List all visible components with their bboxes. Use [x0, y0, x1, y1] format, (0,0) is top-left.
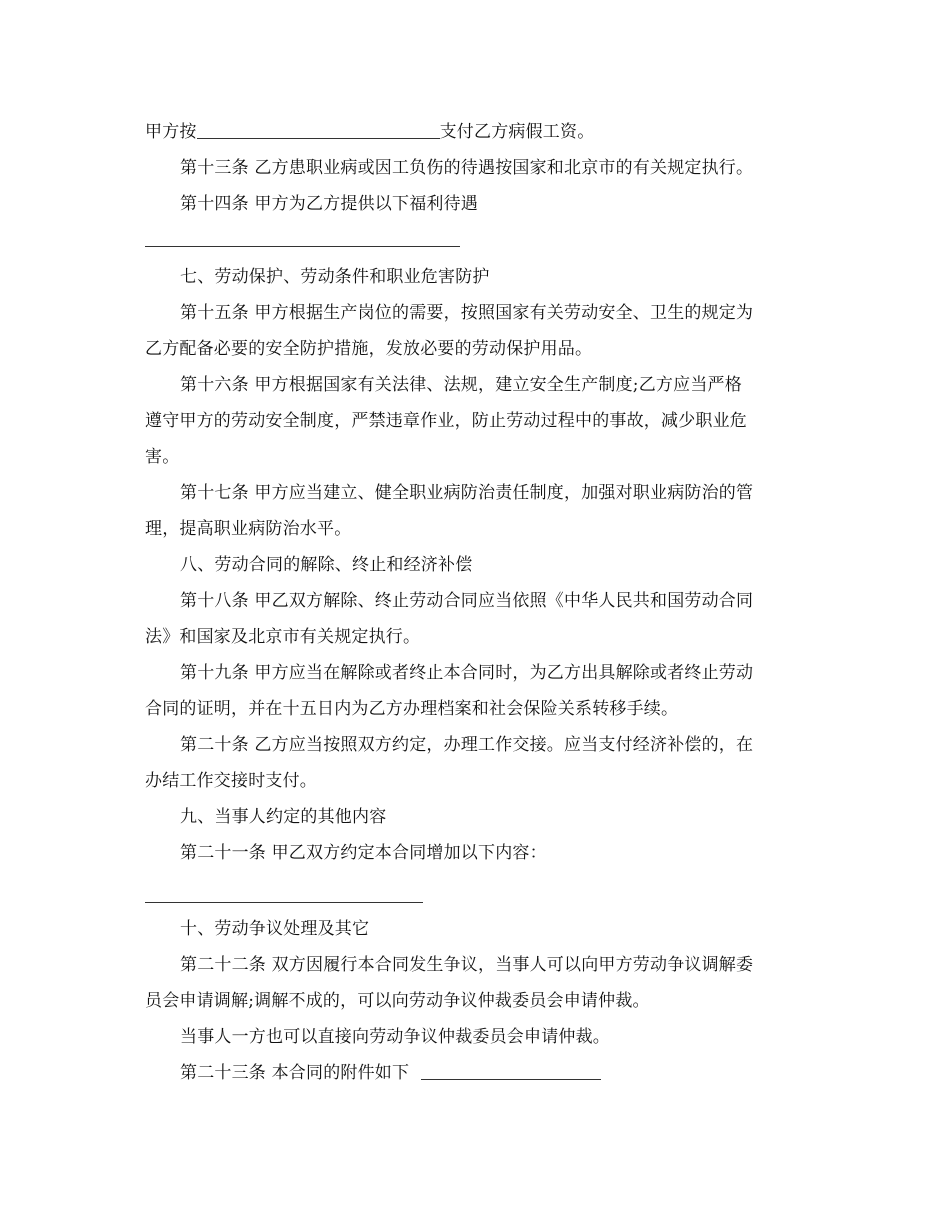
text-line-sick-pay — [145, 120, 594, 144]
arbitration-note: 当事人一方也可以直接向劳动争议仲裁委员会申请仲裁。 — [180, 1027, 610, 1047]
fill-in-blank — [421, 1061, 601, 1080]
fill-in-blank — [197, 120, 440, 139]
article-16-line-1: 第十六条 甲方根据国家有关法律、法规，建立安全生产制度;乙方应当严格 — [180, 375, 742, 395]
text-fragment: 支付乙方病假工资。 — [439, 122, 595, 142]
article-15-line-2: 乙方配备必要的安全防护措施，发放必要的劳动保护用品。 — [145, 339, 593, 359]
section-heading-9: 九、当事人约定的其他内容 — [180, 807, 387, 827]
article-18-line-1: 第十八条 甲乙双方解除、终止劳动合同应当依照《中华人民共和国劳动合同 — [180, 591, 754, 611]
fill-in-blank-line — [145, 246, 460, 247]
article-16-line-2: 遵守甲方的劳动安全制度，严禁违章作业，防止劳动过程中的事故，减少职业危 — [145, 411, 747, 431]
article-14: 第十四条 甲方为乙方提供以下福利待遇 — [180, 194, 479, 214]
article-16-line-3: 害。 — [145, 447, 180, 467]
article-22-line-2: 员会申请调解;调解不成的，可以向劳动争议仲裁委员会申请仲裁。 — [145, 991, 650, 1011]
article-19-line-1: 第十九条 甲方应当在解除或者终止本合同时，为乙方出具解除或者终止劳动 — [180, 663, 754, 683]
text-fragment: 第二十三条 本合同的附件如下 — [180, 1063, 410, 1083]
article-21: 第二十一条 甲乙双方约定本合同增加以下内容： — [180, 843, 547, 863]
fill-in-blank-line — [145, 902, 423, 903]
article-22-line-1: 第二十二条 双方因履行本合同发生争议，当事人可以向甲方劳动争议调解委 — [180, 955, 754, 975]
article-20-line-1: 第二十条 乙方应当按照双方约定，办理工作交接。应当支付经济补偿的，在 — [180, 735, 754, 755]
article-15-line-1: 第十五条 甲方根据生产岗位的需要，按照国家有关劳动安全、卫生的规定为 — [180, 303, 754, 323]
section-heading-7: 七、劳动保护、劳动条件和职业危害防护 — [180, 267, 490, 287]
article-19-line-2: 合同的证明，并在十五日内为乙方办理档案和社会保险关系转移手续。 — [145, 699, 679, 719]
article-20-line-2: 办结工作交接时支付。 — [145, 771, 317, 791]
article-17-line-2: 理，提高职业病防治水平。 — [145, 519, 352, 539]
section-heading-10: 十、劳动争议处理及其它 — [180, 919, 370, 939]
article-13: 第十三条 乙方患职业病或因工负伤的待遇按国家和北京市的有关规定执行。 — [180, 158, 754, 178]
article-23 — [180, 1061, 601, 1085]
section-heading-8: 八、劳动合同的解除、终止和经济补偿 — [180, 555, 473, 575]
article-18-line-2: 法》和国家及北京市有关规定执行。 — [145, 627, 421, 647]
text-fragment: 甲方按 — [145, 122, 197, 142]
article-17-line-1: 第十七条 甲方应当建立、健全职业病防治责任制度，加强对职业病防治的管 — [180, 483, 754, 503]
